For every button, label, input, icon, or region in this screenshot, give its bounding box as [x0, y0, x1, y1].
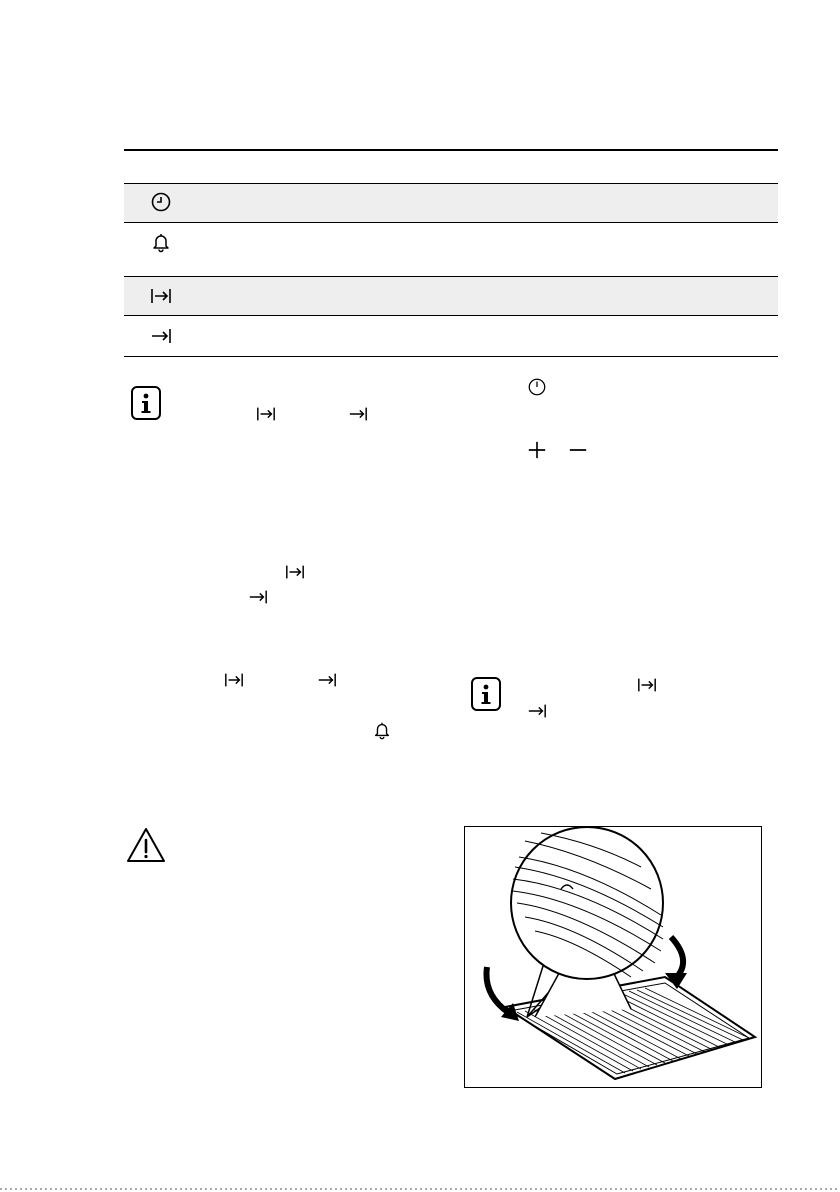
- clock-icon: [150, 191, 172, 213]
- duration-icon: [285, 562, 305, 582]
- shelf-drawing: [465, 827, 762, 1088]
- table-divider: [124, 183, 778, 184]
- plus-icon: [527, 440, 547, 460]
- warning-icon: [125, 826, 167, 864]
- table-top-rule: [124, 149, 778, 151]
- table-divider: [124, 276, 778, 277]
- info-icon: [131, 386, 161, 420]
- duration-icon: [224, 670, 244, 690]
- end-time-icon: [248, 587, 268, 607]
- end-time-icon: [317, 670, 337, 690]
- table-divider: [124, 315, 778, 316]
- end-time-icon: [150, 325, 172, 347]
- table-divider: [124, 222, 778, 223]
- end-time-icon: [348, 404, 368, 424]
- bell-icon: [150, 231, 172, 253]
- timer-icon: [527, 377, 547, 397]
- table-row: [124, 184, 778, 222]
- duration-icon: [150, 285, 172, 307]
- page-edge-marks: [0, 1188, 840, 1190]
- end-time-icon: [527, 701, 547, 721]
- minus-icon: [568, 440, 588, 460]
- table-row: [124, 277, 778, 315]
- info-icon: [471, 677, 501, 711]
- duration-icon: [637, 675, 657, 695]
- oven-shelf-illustration: [464, 826, 762, 1088]
- bell-icon: [372, 720, 392, 740]
- table-bottom-rule: [124, 356, 778, 357]
- duration-icon: [256, 404, 276, 424]
